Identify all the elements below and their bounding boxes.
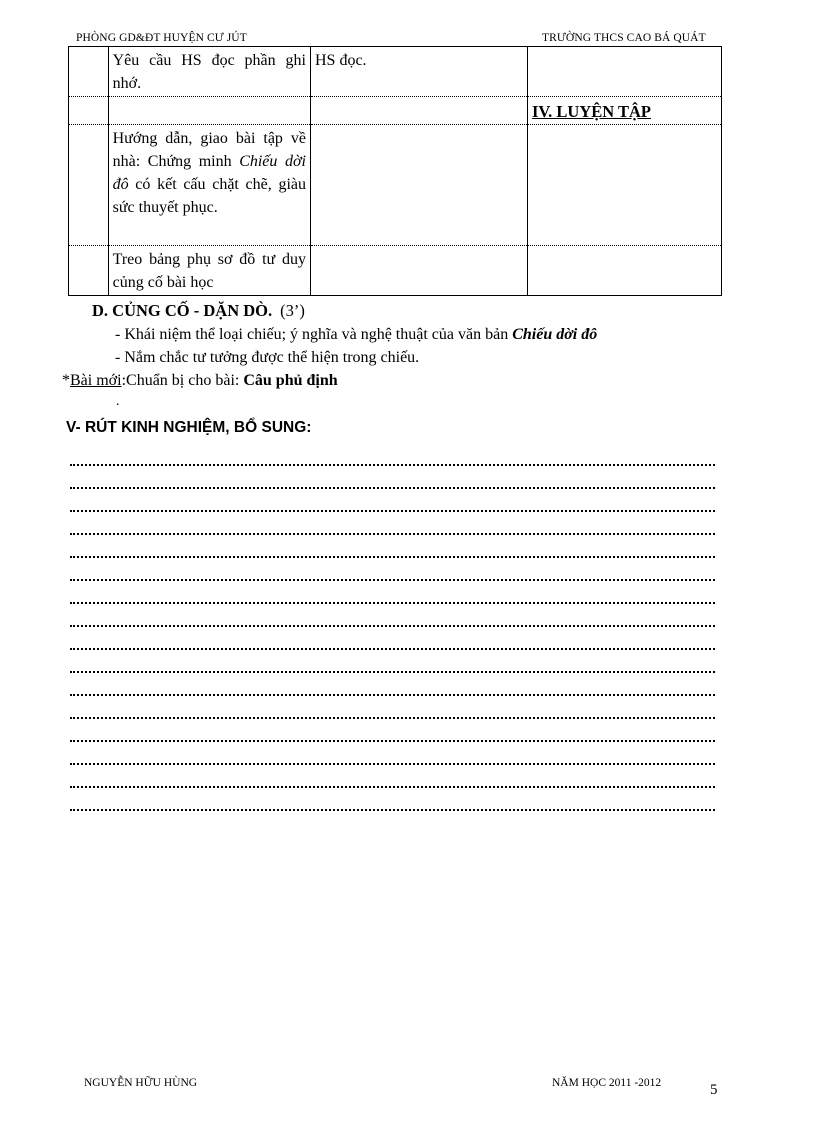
table-row [69, 125, 722, 246]
header-school: TRƯỜNG THCS CAO BÁ QUÁT [542, 32, 706, 44]
bullet-concept [115, 326, 597, 344]
dotted-line [70, 558, 715, 581]
teacher-activity-cell: Yêu cầu HS đọc phần ghi nhớ. [108, 47, 310, 97]
student-activity-cell: HS đọc. [310, 47, 527, 97]
new-lesson-star: * [62, 372, 70, 389]
dotted-line [70, 535, 715, 558]
content-cell [527, 125, 721, 246]
table-row [69, 47, 722, 97]
dotted-line [70, 696, 715, 719]
student-activity-cell [310, 125, 527, 246]
teacher-activity-cell [108, 125, 310, 246]
new-lesson-text: :Chuẩn bị cho bài: [121, 372, 244, 389]
bullet-thought: - Nắm chắc tư tưởng được thể hiện trong chiếu. [115, 349, 420, 366]
new-lesson-line [62, 372, 338, 390]
table-cell-index [69, 97, 109, 125]
bullet-concept-text: - Khái niệm thể loại chiếu; ý nghĩa và nghệ thuật của văn bản [115, 326, 513, 343]
content-cell [527, 47, 721, 97]
teacher-activity-cell [108, 97, 310, 125]
table-cell-index [69, 246, 109, 296]
content-cell [527, 246, 721, 296]
footer-author: NGUYỄN HỮU HÙNG [84, 1077, 198, 1089]
student-activity-cell [310, 246, 527, 296]
dotted-line [70, 719, 715, 742]
dotted-line [70, 673, 715, 696]
header-department: PHÒNG GD&ĐT HUYỆN CƯ JÚT [76, 32, 247, 44]
homework-text-b: có kết cấu chặt chẽ, giàu sức thuyết phục. [112, 176, 306, 216]
table-cell-index [69, 125, 109, 246]
section-d-time: (3’) [280, 301, 305, 320]
content-cell [527, 97, 721, 125]
table-cell-index [69, 47, 109, 97]
dotted-line [70, 489, 715, 512]
teacher-activity-cell: Treo bảng phụ sơ đồ tư duy củng cố bài học [108, 246, 310, 296]
section-d-title [92, 301, 305, 321]
page-number: 5 [710, 1082, 718, 1098]
dotted-line [70, 627, 715, 650]
dotted-line [70, 604, 715, 627]
bullet-concept-title: Chiếu dời đô [512, 326, 598, 343]
dotted-line [70, 765, 715, 788]
new-lesson-title: Câu phủ định [243, 372, 338, 389]
section-heading-practice: IV. LUYỆN TẬP [531, 102, 651, 121]
lesson-activity-table [68, 46, 722, 296]
stray-dot: . [116, 394, 120, 409]
dotted-line [70, 650, 715, 673]
dotted-line [70, 742, 715, 765]
dotted-line [70, 581, 715, 604]
table-row [69, 246, 722, 296]
dotted-line [70, 443, 715, 466]
student-activity-cell [310, 97, 527, 125]
section-v-title: V- RÚT KINH NGHIỆM, BỔ SUNG: [66, 419, 312, 436]
dotted-line [70, 512, 715, 535]
dotted-line [70, 466, 715, 489]
table-row [69, 97, 722, 125]
new-lesson-label: Bài mới [70, 372, 122, 389]
homework-text-a: Hướng dẫn, giao bài tập về nhà: Chứng minh [112, 130, 306, 170]
dotted-line [70, 788, 715, 811]
footer-school-year: NĂM HỌC 2011 -2012 [552, 1077, 662, 1089]
work-title-italic: Chiếu dời đô [112, 153, 306, 193]
section-d-heading: D. CỦNG CỐ - DẶN DÒ. [92, 301, 273, 320]
notes-dotted-lines [70, 443, 715, 811]
